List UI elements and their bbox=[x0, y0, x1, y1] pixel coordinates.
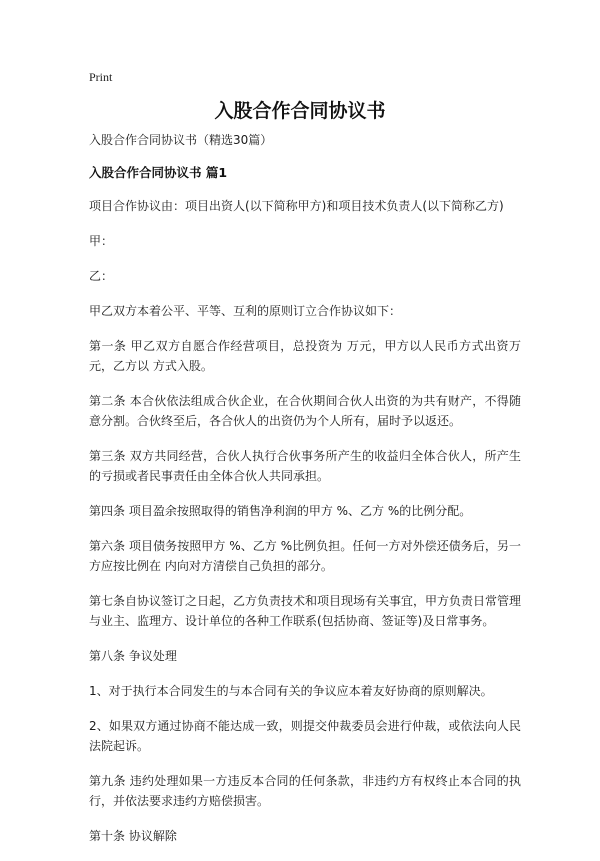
paragraph-party-b: 乙： bbox=[89, 269, 114, 283]
document-title: 入股合作合同协议书 bbox=[214, 100, 386, 122]
paragraph-article-8-heading: 第八条 争议处理 bbox=[89, 649, 177, 663]
paragraph-article-8-item-1: 1、对于执行本合同发生的与本合同有关的争议应本着友好协商的原则解决。 bbox=[89, 684, 493, 698]
document-body bbox=[89, 130, 521, 861]
paragraph-article-9: 第九条 违约处理如果一方违反本合同的任何条款，非违约方有权终止本合同的执行，并依法要求违约方赔偿损害。 bbox=[89, 774, 521, 808]
paragraph-article-7: 第七条自协议签订之日起，乙方负责技术和项目现场有关事宜，甲方负责日常管理与业主、监理方、设计单位的各种工作联系(包括协商、签证等)及日常事务。 bbox=[89, 594, 522, 628]
document-subtitle: 入股合作合同协议书（精选30篇） bbox=[89, 133, 273, 147]
section-heading: 入股合作合同协议书 篇1 bbox=[89, 165, 228, 180]
paragraph-article-1: 第一条 甲乙双方自愿合作经营项目，总投资为 万元，甲方以人民币方式出资万元，乙方以 方式入股。 bbox=[89, 339, 521, 373]
paragraph-article-3: 第三条 双方共同经营，合伙人执行合伙事务所产生的收益归全体合伙人，所产生的亏损或者民事责任由全体合伙人共同承担。 bbox=[89, 449, 521, 483]
paragraph-article-2: 第二条 本合伙依法组成合伙企业，在合伙期间合伙人出资的为共有财产，不得随意分割。合伙终至后，各合伙人的出资仍为个人所有，届时予以返还。 bbox=[89, 394, 521, 428]
print-link[interactable]: Print bbox=[89, 70, 113, 84]
paragraph-article-4: 第四条 项目盈余按照取得的销售净利润的甲方 %、乙方 %的比例分配。 bbox=[89, 504, 472, 518]
paragraph-intro: 项目合作协议由：项目出资人(以下简称甲方)和项目技术负责人(以下简称乙方) bbox=[89, 199, 504, 213]
paragraph-principles: 甲乙双方本着公平、平等、互利的原则订立合作协议如下： bbox=[89, 304, 402, 318]
paragraph-article-8-item-2: 2、如果双方通过协商不能达成一致，则提交仲裁委员会进行仲裁，或依法向人民法院起诉。 bbox=[89, 719, 521, 753]
paragraph-article-10-heading: 第十条 协议解除 bbox=[89, 829, 177, 843]
paragraph-party-a: 甲： bbox=[89, 234, 114, 248]
paragraph-article-6: 第六条 项目债务按照甲方 %、乙方 %比例负担。任何一方对外偿还债务后，另一方应按比例在 内向对方清偿自己负担的部分。 bbox=[89, 539, 521, 573]
